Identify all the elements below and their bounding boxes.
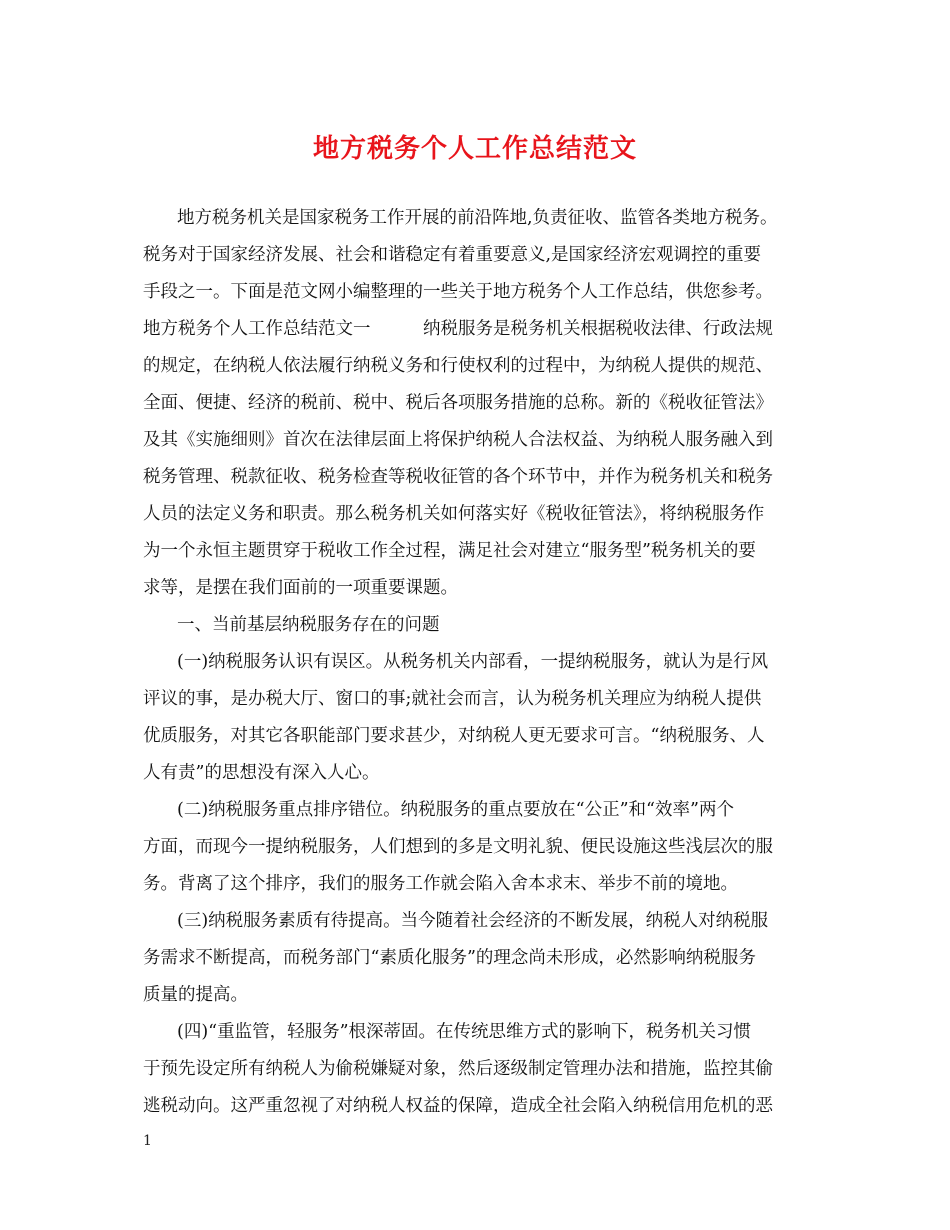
paragraph-line: 税务管理、税款征收、税务检查等税收征管的各个环节中，并作为税务机关和税务 bbox=[143, 467, 773, 487]
paragraph-line: 地方税务个人工作总结范文一 纳税服务是税务机关根据税收法律、行政法规 bbox=[143, 319, 773, 339]
paragraph-line: 手段之一。下面是范文网小编整理的一些关于地方税务个人工作总结，供您参考。 bbox=[143, 282, 773, 302]
paragraph-line: 税务对于国家经济发展、社会和谐稳定有着重要意义,是国家经济宏观调控的重要 bbox=[143, 245, 762, 265]
paragraph-line: 评议的事，是办税大厅、窗口的事;就社会而言，认为税务机关理应为纳税人提供 bbox=[143, 689, 762, 709]
paragraph-line: 质量的提高。 bbox=[143, 985, 248, 1005]
section-heading: 一、当前基层纳税服务存在的问题 bbox=[177, 615, 440, 635]
paragraph-line: 务。背离了这个排序，我们的服务工作就会陷入舍本求末、举步不前的境地。 bbox=[143, 874, 738, 894]
paragraph-line: 为一个永恒主题贯穿于税收工作全过程，满足社会对建立“服务型”税务机关的要 bbox=[143, 541, 756, 561]
page-number: 1 bbox=[143, 1133, 152, 1149]
paragraph-line: 于预先设定所有纳税人为偷税嫌疑对象，然后逐级制定管理办法和措施，监控其偷 bbox=[143, 1059, 773, 1079]
paragraph-line: 优质服务，对其它各职能部门要求甚少，对纳税人更无要求可言。“纳税服务、人 bbox=[143, 726, 765, 746]
paragraph-line: 方面，而现今一提纳税服务，人们想到的多是文明礼貌、便民设施这些浅层次的服 bbox=[143, 837, 773, 857]
paragraph-line: 及其《实施细则》首次在法律层面上将保护纳税人合法权益、为纳税人服务融入到 bbox=[143, 430, 773, 450]
paragraph-line: (二)纳税服务重点排序错位。纳税服务的重点要放在“公正”和“效率”两个 bbox=[177, 800, 734, 820]
document-title: 地方税务个人工作总结范文 bbox=[312, 134, 637, 164]
paragraph-line: (四)“重监管，轻服务”根深蒂固。在传统思维方式的影响下，税务机关习惯 bbox=[177, 1022, 752, 1042]
paragraph-line: 务需求不断提高，而税务部门“素质化服务”的理念尚未形成，必然影响纳税服务 bbox=[143, 948, 756, 968]
paragraph-line: 逃税动向。这严重忽视了对纳税人权益的保障，造成全社会陷入纳税信用危机的恶 bbox=[143, 1096, 773, 1116]
paragraph-line: (三)纳税服务素质有待提高。当今随着社会经济的不断发展，纳税人对纳税服 bbox=[177, 911, 769, 931]
paragraph-line: 求等，是摆在我们面前的一项重要课题。 bbox=[143, 578, 458, 598]
paragraph-line: 地方税务机关是国家税务工作开展的前沿阵地,负责征收、监管各类地方税务。 bbox=[177, 208, 778, 228]
paragraph-line: 全面、便捷、经济的税前、税中、税后各项服务措施的总称。新的《税收征管法》 bbox=[143, 393, 773, 413]
paragraph-line: (一)纳税服务认识有误区。从税务机关内部看，一提纳税服务，就认为是行风 bbox=[177, 652, 769, 672]
paragraph-line: 人有责”的思想没有深入人心。 bbox=[143, 763, 380, 783]
paragraph-line: 的规定，在纳税人依法履行纳税义务和行使权利的过程中，为纳税人提供的规范、 bbox=[143, 356, 773, 376]
paragraph-line: 人员的法定义务和职责。那么税务机关如何落实好《税收征管法》，将纳税服务作 bbox=[143, 504, 765, 524]
